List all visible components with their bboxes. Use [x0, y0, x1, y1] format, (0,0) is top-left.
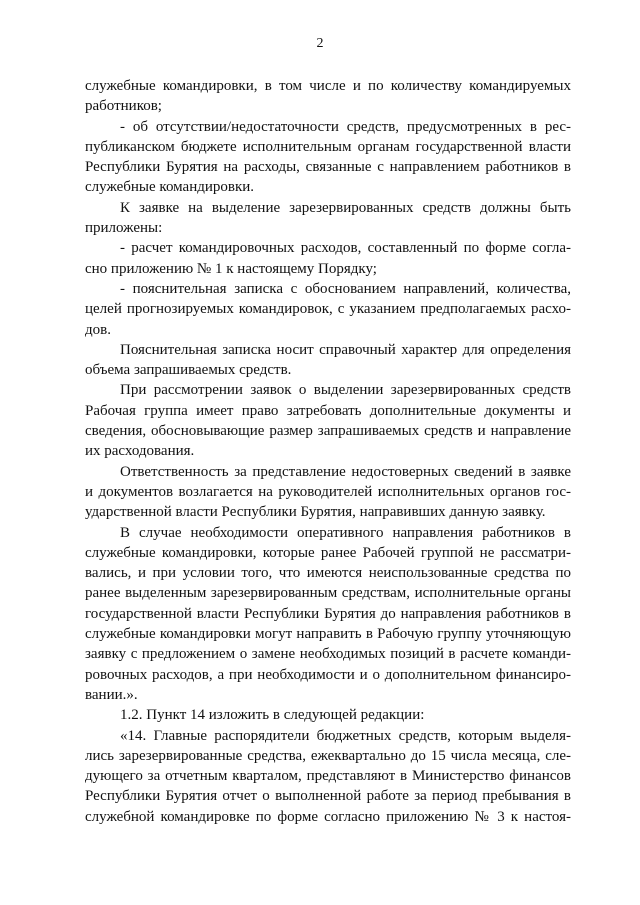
text-line: Пояснительная записка носит справочный характер для определения: [120, 341, 571, 358]
text-line: дующего за отчетным кварталом, представляют в Министерство финансов: [85, 768, 571, 785]
text-line: Ответственность за представление недостоверных сведений в заявке: [120, 463, 571, 480]
text-line: заявку с предложением о замене необходимых позиций в расчете команди-: [85, 646, 571, 663]
text-line: ровочных расходов, а при необходимости и о дополнительном финансиро-: [85, 666, 571, 683]
text-line: Рабочая группа имеет право затребовать дополнительные документы и: [85, 402, 571, 419]
text-line: их расходования.: [85, 443, 195, 460]
page-number: 2: [316, 36, 324, 51]
text-line: служебные командировки могут направить в Рабочую группу уточняющую: [85, 626, 571, 643]
text-line: ударственной власти Республики Бурятия, направивших данную заявку.: [85, 504, 546, 521]
text-line: сведения, обосновывающие размер запрашиваемых средств и направление: [85, 423, 571, 440]
text-line: дов.: [85, 321, 111, 338]
text-line: - об отсутствии/недостаточности средств, предусмотренных в рес-: [120, 118, 571, 135]
text-line: публиканском бюджете исполнительным органам государственной власти: [85, 138, 571, 155]
text-line: сно приложению № 1 к настоящему Порядку;: [85, 260, 377, 277]
text-line: «14. Главные распорядители бюджетных средств, которым выделя-: [120, 727, 571, 744]
text-line: вании.».: [85, 686, 138, 703]
text-line: К заявке на выделение зарезервированных средств должны быть: [120, 199, 571, 216]
text-line: приложены:: [85, 220, 163, 237]
text-line: - расчет командировочных расходов, составленный по форме согла-: [120, 240, 571, 257]
text-line: лись зарезервированные средства, ежеквартально до 15 числа месяца, сле-: [85, 747, 571, 764]
text-line: Республики Бурятия отчет о выполненной работе за период пребывания в: [85, 788, 571, 805]
text-line: 1.2. Пункт 14 изложить в следующей редакции:: [120, 707, 425, 724]
document-body: [85, 76, 571, 827]
text-line: - пояснительная записка с обоснованием направлений, количества,: [120, 280, 571, 297]
text-line: государственной власти Республики Бурятия до направления работников в: [85, 605, 571, 622]
text-line: В случае необходимости оперативного направления работников в: [120, 524, 571, 541]
text-line: При рассмотрении заявок о выделении зарезервированных средств: [120, 382, 571, 399]
text-line: служебные командировки, которые ранее Рабочей группой не рассматри-: [85, 544, 571, 561]
text-line: служебные командировки, в том числе и по количеству командируемых: [85, 78, 571, 94]
text-line: и документов возлагается на руководителей исполнительных органов гос-: [85, 483, 571, 500]
text-line: служебной командировке по форме согласно приложению № 3 к настоя-: [85, 808, 571, 825]
text-line: работников;: [85, 98, 162, 115]
text-line: служебные командировки.: [85, 179, 255, 196]
text-line: ранее выделенным зарезервированным средствам, исполнительные органы: [85, 585, 571, 602]
text-line: вались, и при условии того, что имеются неиспользованные средства по: [85, 565, 571, 582]
text-line: целей прогнозируемых командировок, с указанием предполагаемых расхо-: [85, 301, 571, 318]
text-line: Республики Бурятия на расходы, связанные с направлением работников в: [85, 159, 571, 176]
text-line: объема запрашиваемых средств.: [85, 362, 292, 379]
